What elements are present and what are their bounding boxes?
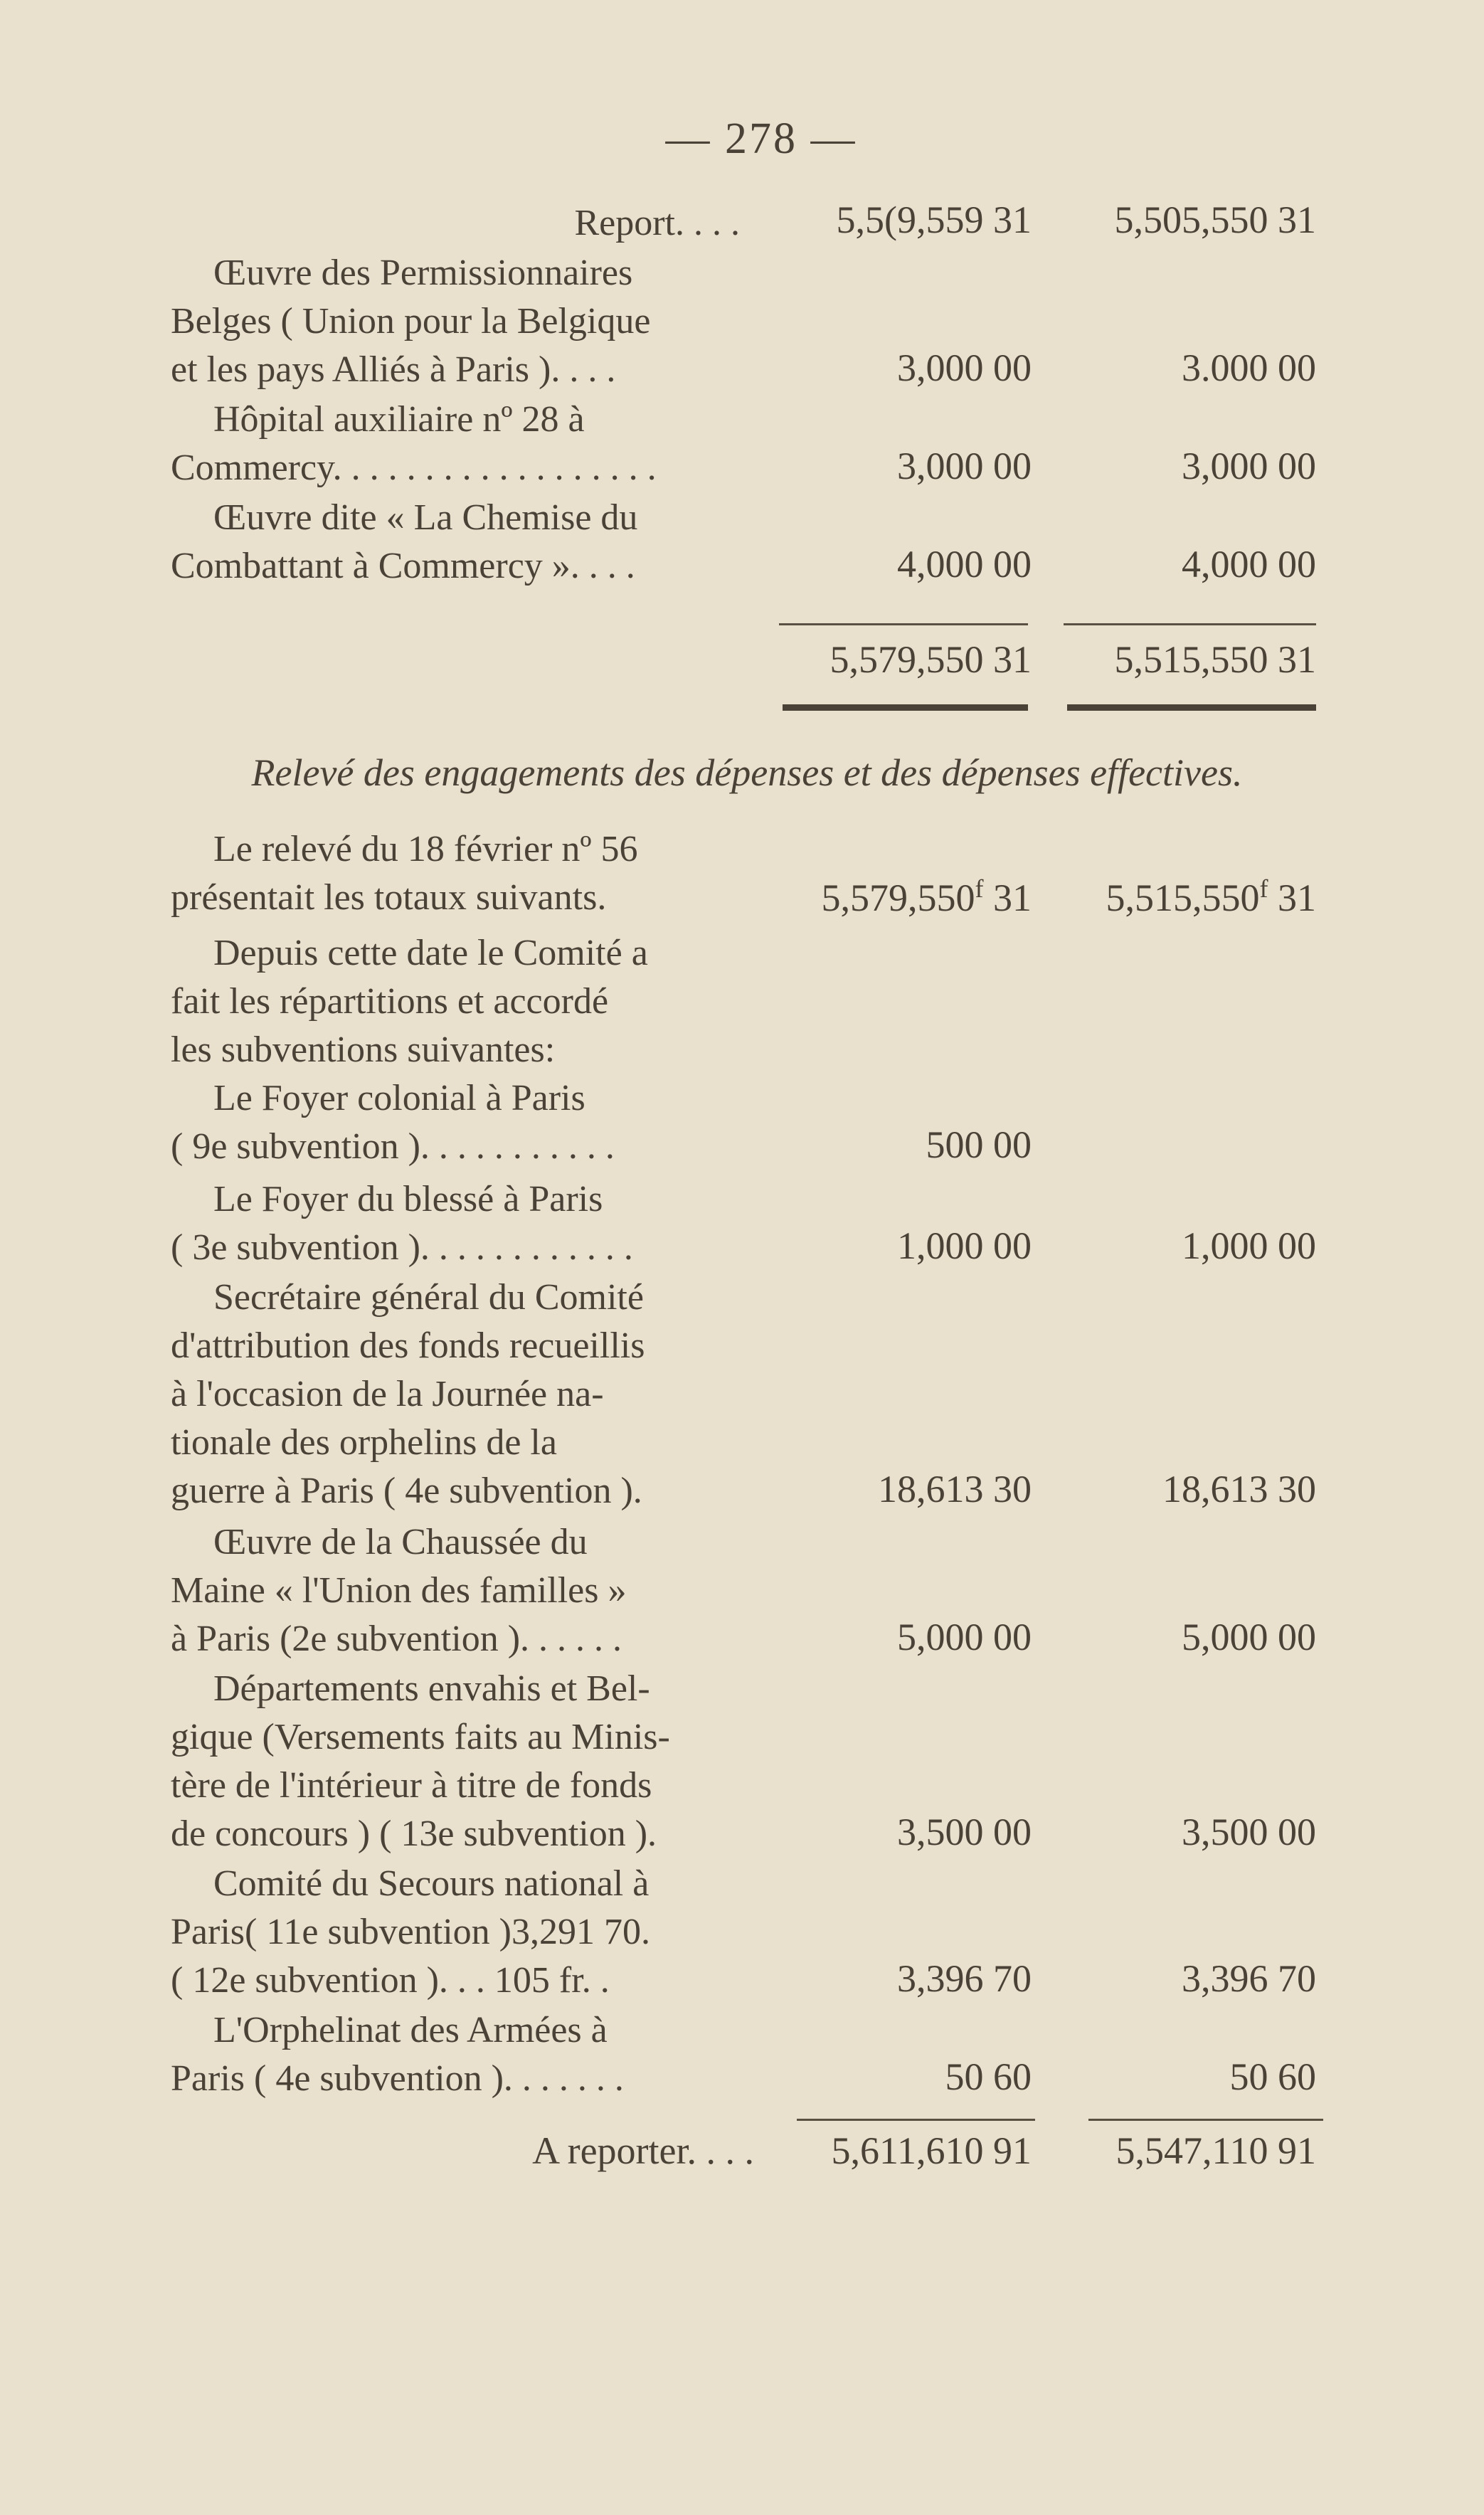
entry-line: ( 12e subvention ). . . 105 fr. .	[171, 1960, 610, 2001]
entry-line: Commercy. . . . . . . . . . . . . . . . . .	[171, 448, 657, 488]
intro-col1-amount: 5,579,550	[821, 877, 975, 919]
entry-chaussee	[171, 1518, 740, 1663]
carry-rule-col1	[797, 2119, 1035, 2121]
double-rule-col1	[783, 704, 1028, 711]
entry-secours-national	[171, 1860, 740, 2005]
since-line: les subventions suivantes:	[171, 1029, 556, 1070]
entry-line: de concours ) ( 13e subvention ).	[171, 1814, 657, 1854]
entry-secretaire-col1: 18,613 30	[878, 1468, 1032, 1510]
entry-secretaire-col2: 18,613 30	[1162, 1468, 1316, 1510]
entry-chemise	[171, 494, 740, 591]
entry-foyer-blesse-col1: 1,000 00	[897, 1224, 1032, 1267]
entry-line: Paris ( 4e subvention ). . . . . . .	[171, 2058, 624, 2099]
report-label-row	[171, 199, 740, 248]
entry-line: Œuvre des Permissionnaires	[213, 253, 633, 293]
intro-col2-unit: f	[1259, 874, 1268, 903]
entry-foyer-blesse	[171, 1175, 740, 1272]
entry-hopital-col1: 3,000 00	[897, 445, 1032, 487]
entry-departements	[171, 1665, 740, 1858]
entry-permissionnaires-col1: 3,000 00	[897, 346, 1032, 389]
entry-line: guerre à Paris ( 4e subvention ).	[171, 1471, 642, 1511]
carry-col2: 5,547,110 91	[1115, 2129, 1316, 2172]
entry-line: gique (Versements faits au Minis-	[171, 1717, 670, 1757]
entry-line: Combattant à Commercy ». . . .	[171, 546, 635, 586]
since-line: fait les répartitions et accordé	[171, 981, 609, 1022]
total-col2: 5,515,550 31	[1114, 638, 1316, 681]
entry-chaussee-col2: 5,000 00	[1182, 1616, 1316, 1658]
intro-col2-cents: 31	[1278, 877, 1316, 919]
entry-line: Secrétaire général du Comité	[213, 1277, 644, 1318]
entry-permissionnaires-col2: 3.000 00	[1182, 346, 1316, 389]
entry-departements-col1: 3,500 00	[897, 1811, 1032, 1853]
entry-line: Comité du Secours national à	[213, 1863, 650, 1904]
intro-block	[171, 825, 740, 922]
entry-chemise-col2: 4,000 00	[1182, 543, 1316, 586]
report-label: Report. . . .	[574, 203, 740, 243]
total-col1: 5,579,550 31	[830, 638, 1032, 681]
entry-line: L'Orphelinat des Armées à	[213, 2010, 608, 2050]
carry-col1: 5,611,610 91	[831, 2129, 1032, 2172]
carry-label: A reporter. . . .	[532, 2129, 754, 2172]
entry-secretaire	[171, 1274, 740, 1515]
sum-rule-col2	[1064, 623, 1316, 625]
entry-line: Maine « l'Union des familles »	[171, 1570, 627, 1611]
double-rule-col2	[1067, 704, 1316, 711]
entry-foyer-colonial	[171, 1074, 740, 1171]
intro-col1-unit: f	[975, 874, 984, 903]
entry-hopital	[171, 396, 740, 492]
entry-orphelinat-col1: 50 60	[945, 2055, 1032, 2098]
report-col1: 5,5(9,559 31	[836, 198, 1032, 241]
entry-orphelinat	[171, 2006, 740, 2103]
entry-line: tionale des orphelins de la	[171, 1422, 557, 1463]
report-col2: 5,505,550 31	[1114, 198, 1316, 241]
entry-line: à l'occasion de la Journée na-	[171, 1374, 604, 1414]
entry-chemise-col1: 4,000 00	[897, 543, 1032, 586]
since-block	[171, 929, 740, 1074]
entry-line: Hôpital auxiliaire nº 28 à	[213, 399, 585, 440]
carry-rule-col2	[1088, 2119, 1323, 2121]
entry-line: à Paris (2e subvention ). . . . . .	[171, 1619, 622, 1659]
entry-line: d'attribution des fonds recueillis	[171, 1325, 645, 1366]
entry-secours-col2: 3,396 70	[1182, 1957, 1316, 2000]
entry-line: Le Foyer colonial à Paris	[213, 1078, 585, 1118]
entry-line: ( 9e subvention ). . . . . . . . . . .	[171, 1126, 615, 1167]
intro-line: présentait les totaux suivants.	[171, 877, 607, 918]
intro-col1	[775, 874, 1032, 920]
sum-rule-col1	[779, 623, 1028, 625]
entry-foyer-colonial-col1: 500 00	[926, 1123, 1032, 1166]
intro-col2-amount: 5,515,550	[1106, 877, 1260, 919]
intro-col1-cents: 31	[993, 877, 1032, 919]
since-line: Depuis cette date le Comité a	[213, 933, 648, 973]
entry-line: Œuvre dite « La Chemise du	[213, 497, 638, 538]
entry-departements-col2: 3,500 00	[1182, 1811, 1316, 1853]
entry-line: et les pays Alliés à Paris ). . . .	[171, 349, 616, 390]
entry-chaussee-col1: 5,000 00	[897, 1616, 1032, 1658]
intro-line: Le relevé du 18 février nº 56	[213, 829, 638, 869]
entry-line: tère de l'intérieur à titre de fonds	[171, 1765, 652, 1806]
entry-orphelinat-col2: 50 60	[1229, 2055, 1316, 2098]
entry-secours-col1: 3,396 70	[897, 1957, 1032, 2000]
intro-col2	[1060, 874, 1316, 920]
entry-line: Départements envahis et Bel-	[213, 1668, 650, 1709]
entry-permissionnaires	[171, 249, 740, 394]
entry-line: Paris( 11e subvention )3,291 70.	[171, 1912, 650, 1952]
entry-line: Œuvre de la Chaussée du	[213, 1522, 588, 1562]
entry-line: Belges ( Union pour la Belgique	[171, 301, 651, 341]
entry-line: Le Foyer du blessé à Paris	[213, 1179, 603, 1219]
entry-foyer-blesse-col2: 1,000 00	[1182, 1224, 1316, 1267]
entry-line: ( 3e subvention ). . . . . . . . . . . .	[171, 1227, 633, 1268]
section-heading: Relevé des engagements des dépenses et des dépenses effectives.	[251, 751, 1243, 794]
entry-hopital-col2: 3,000 00	[1182, 445, 1316, 487]
page-number: — 278 —	[665, 115, 857, 163]
